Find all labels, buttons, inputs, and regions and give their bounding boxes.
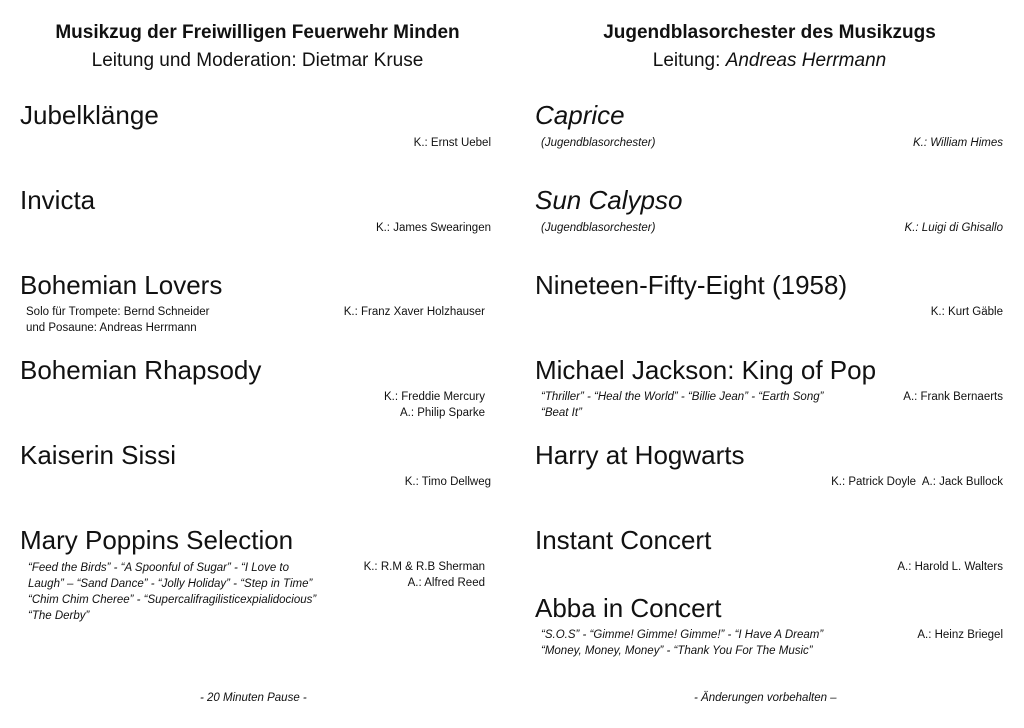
piece-note: (Jugendblasorchester) bbox=[541, 137, 656, 149]
piece-note: “Beat It” bbox=[541, 407, 582, 419]
piece-credit: K.: Timo Dellweg bbox=[404, 476, 491, 488]
piece-title: Bohemian Rhapsody bbox=[20, 355, 262, 385]
piece-credit: K.: Freddie Mercury bbox=[384, 391, 485, 403]
piece-credit: K.: Patrick Doyle A.: Jack Bullock bbox=[831, 476, 1003, 488]
left-header-subtitle: Leitung und Moderation: Dietmar Kruse bbox=[91, 50, 424, 71]
piece-note: “The Derby” bbox=[28, 610, 90, 622]
piece-title: Michael Jackson: King of Pop bbox=[535, 355, 877, 385]
piece-credit: K.: R.M & R.B Sherman bbox=[363, 561, 485, 573]
right-header-subtitle bbox=[515, 50, 1024, 72]
piece-title: Jubelklänge bbox=[20, 100, 159, 130]
piece-credit: A.: Philip Sparke bbox=[399, 407, 485, 419]
piece-title: Kaiserin Sissi bbox=[20, 440, 177, 470]
left-header-title: Musikzug der Freiwilligen Feuerwehr Minden bbox=[55, 22, 460, 43]
piece-credit: A.: Frank Bernaerts bbox=[903, 391, 1003, 403]
right-program-column bbox=[515, 0, 1024, 728]
right-footer: - Änderungen vorbehalten – bbox=[694, 692, 837, 704]
conductor-name: Andreas Herrmann bbox=[725, 50, 887, 71]
piece-title: Abba in Concert bbox=[535, 593, 722, 623]
piece-note: “Thriller” - “Heal the World” - “Billie Jean” - “Earth Song” bbox=[541, 391, 824, 403]
piece-title: Mary Poppins Selection bbox=[20, 525, 294, 555]
piece-note: Laugh” – “Sand Dance” - “Jolly Holiday” - “Step in Time” bbox=[28, 578, 313, 590]
piece-title: Caprice bbox=[535, 100, 625, 130]
piece-title: Invicta bbox=[20, 185, 96, 215]
piece-credit: K.: Luigi di Ghisallo bbox=[904, 222, 1003, 234]
piece-credit: K.: Kurt Gäble bbox=[930, 306, 1003, 318]
piece-note: “Money, Money, Money” - “Thank You For The Music” bbox=[541, 645, 813, 657]
piece-note: Solo für Trompete: Bernd Schneider bbox=[26, 306, 210, 318]
piece-note: (Jugendblasorchester) bbox=[541, 222, 656, 234]
piece-credit: K.: William Himes bbox=[913, 137, 1003, 149]
right-header-title: Jugendblasorchester des Musikzugs bbox=[603, 22, 936, 43]
piece-note: und Posaune: Andreas Herrmann bbox=[26, 322, 197, 334]
piece-note: “Chim Chim Cheree” - “Supercalifragilisticexpialidocious” bbox=[28, 594, 317, 606]
piece-credit: A.: Harold L. Walters bbox=[897, 561, 1003, 573]
piece-note: “S.O.S” - “Gimme! Gimme! Gimme!” - “I Have A Dream” bbox=[541, 629, 824, 641]
piece-title: Bohemian Lovers bbox=[20, 270, 223, 300]
piece-credit: K.: Ernst Uebel bbox=[413, 137, 491, 149]
piece-note: “Feed the Birds” - “A Spoonful of Sugar” - “I Love to bbox=[28, 562, 289, 574]
piece-title: Sun Calypso bbox=[535, 185, 683, 215]
piece-title: Harry at Hogwarts bbox=[535, 440, 745, 470]
piece-credit: A.: Heinz Briegel bbox=[917, 629, 1003, 641]
piece-title: Nineteen-Fifty-Eight (1958) bbox=[535, 270, 848, 300]
left-footer: - 20 Minuten Pause - bbox=[200, 692, 307, 704]
subtitle-prefix: Leitung: bbox=[652, 50, 726, 71]
piece-credit: K.: Franz Xaver Holzhauser bbox=[343, 306, 485, 318]
piece-title: Instant Concert bbox=[535, 525, 712, 555]
piece-credit: K.: James Swearingen bbox=[375, 222, 491, 234]
piece-credit: A.: Alfred Reed bbox=[407, 577, 485, 589]
